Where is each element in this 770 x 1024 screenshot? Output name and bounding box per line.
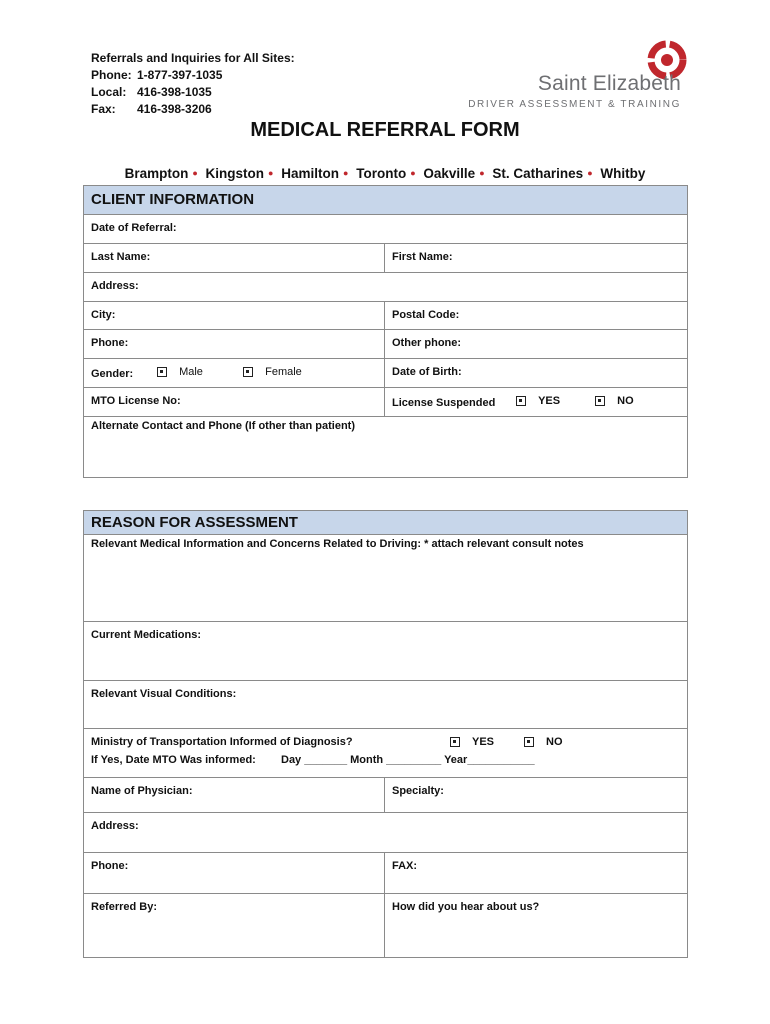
contact-local-row [91, 84, 295, 101]
site-item: Brampton [124, 166, 189, 181]
date-of-birth-field[interactable]: Date of Birth: [392, 366, 462, 378]
site-item: St. Catharines [492, 166, 584, 181]
fax-label: Fax: [91, 102, 116, 116]
bullet-icon: ● [587, 168, 593, 178]
form-title: MEDICAL REFERRAL FORM [250, 119, 520, 141]
medications-field[interactable]: Current Medications: [91, 629, 202, 641]
male-label: Male [179, 366, 203, 378]
ministry-no-option[interactable] [524, 736, 563, 748]
date-of-referral-field[interactable]: Date of Referral: [91, 222, 177, 234]
license-suspended-label: License Suspended [392, 397, 496, 409]
name-row [84, 244, 687, 273]
yes-label: YES [538, 395, 561, 407]
checkbox-icon[interactable] [243, 367, 253, 377]
physician-field[interactable]: Name of Physician: [84, 778, 385, 812]
fax-number: 416-398-3206 [137, 102, 212, 116]
gender-field [84, 359, 385, 387]
bullet-icon: ● [410, 168, 416, 178]
last-name-field[interactable]: Last Name: [84, 244, 385, 272]
local-number: 416-398-1035 [137, 85, 212, 99]
physician-phone-row [84, 853, 687, 894]
mto-license-field[interactable]: MTO License No: [84, 388, 385, 416]
contact-heading: Referrals and Inquiries for All Sites: [91, 51, 295, 65]
gender-female-option[interactable] [243, 366, 302, 378]
date-blanks[interactable]: Day _______ Month _________ Year___________ [281, 754, 535, 766]
site-item: Kingston [205, 166, 265, 181]
referred-by-row [84, 894, 687, 957]
physician-row [84, 778, 687, 813]
medical-info-row [84, 535, 687, 622]
bullet-icon: ● [268, 168, 274, 178]
physician-fax-field[interactable]: FAX: [392, 860, 418, 872]
client-information-header: CLIENT INFORMATION [84, 186, 687, 215]
bullet-icon: ● [343, 168, 349, 178]
first-name-field[interactable]: First Name: [392, 251, 453, 263]
city-field[interactable]: City: [84, 302, 385, 329]
if-yes-label: If Yes, Date MTO Was informed: [91, 754, 256, 766]
checkbox-icon[interactable] [157, 367, 167, 377]
physician-address-row [84, 813, 687, 853]
other-phone-field[interactable]: Other phone: [392, 337, 462, 349]
ministry-informed-field [84, 729, 687, 750]
physician-phone-field[interactable]: Phone: [84, 853, 385, 893]
sites-list [0, 166, 770, 181]
phone-number: 1-877-397-1035 [137, 68, 223, 82]
bullet-icon: ● [192, 168, 198, 178]
specialty-field[interactable]: Specialty: [392, 785, 444, 797]
bullet-icon: ● [479, 168, 485, 178]
phone-label: Phone: [91, 68, 132, 82]
local-label: Local: [91, 85, 127, 99]
license-suspended-no-option[interactable] [595, 395, 634, 407]
gender-label: Gender: [91, 368, 134, 380]
yes-label: YES [472, 736, 495, 748]
visual-conditions-field[interactable]: Relevant Visual Conditions: [91, 688, 237, 700]
gender-row [84, 359, 687, 388]
ministry-yes-option[interactable] [450, 736, 524, 748]
no-label: NO [546, 736, 563, 748]
contact-phone-row [91, 67, 295, 84]
address-field[interactable]: Address: [91, 280, 139, 292]
alternate-contact-field[interactable]: Alternate Contact and Phone (If other than patient) [91, 420, 356, 432]
license-suspended-field [385, 388, 687, 416]
logo-subtitle: DRIVER ASSESSMENT & TRAINING [468, 99, 681, 110]
phone-field[interactable]: Phone: [84, 330, 385, 358]
mto-date-field [84, 750, 687, 773]
hear-about-us-field[interactable]: How did you hear about us? [392, 901, 540, 913]
logo-name: Saint Elizabeth [537, 72, 681, 95]
reason-header: REASON FOR ASSESSMENT [84, 511, 687, 535]
license-suspended-yes-option[interactable] [516, 395, 592, 407]
city-row [84, 302, 687, 330]
date-of-referral-row [84, 215, 687, 244]
site-item: Whitby [600, 166, 646, 181]
checkbox-icon[interactable] [516, 396, 526, 406]
contact-fax-row [91, 101, 295, 118]
no-label: NO [617, 395, 634, 407]
site-item: Oakville [423, 166, 476, 181]
reason-for-assessment-section [83, 510, 688, 958]
phone-row [84, 330, 687, 359]
checkbox-icon[interactable] [450, 737, 460, 747]
visual-row [84, 681, 687, 729]
address-row [84, 273, 687, 302]
physician-address-field[interactable]: Address: [91, 820, 139, 832]
checkbox-icon[interactable] [524, 737, 534, 747]
medical-info-field[interactable]: Relevant Medical Information and Concerns Related to Driving: * attach relevant consult notes [91, 538, 584, 550]
contact-block [91, 50, 295, 118]
client-information-section [83, 185, 688, 478]
ministry-label: Ministry of Transportation Informed of Diagnosis? [91, 736, 353, 748]
medications-row [84, 622, 687, 681]
alternate-contact-row [84, 417, 687, 477]
site-item: Toronto [356, 166, 407, 181]
site-item: Hamilton [281, 166, 340, 181]
checkbox-icon[interactable] [595, 396, 605, 406]
female-label: Female [265, 366, 302, 378]
ministry-row [84, 729, 687, 778]
mto-license-row [84, 388, 687, 417]
referred-by-field[interactable]: Referred By: [84, 894, 385, 957]
postal-code-field[interactable]: Postal Code: [392, 309, 460, 321]
gender-male-option[interactable] [157, 366, 240, 378]
saint-elizabeth-logo [468, 38, 695, 113]
